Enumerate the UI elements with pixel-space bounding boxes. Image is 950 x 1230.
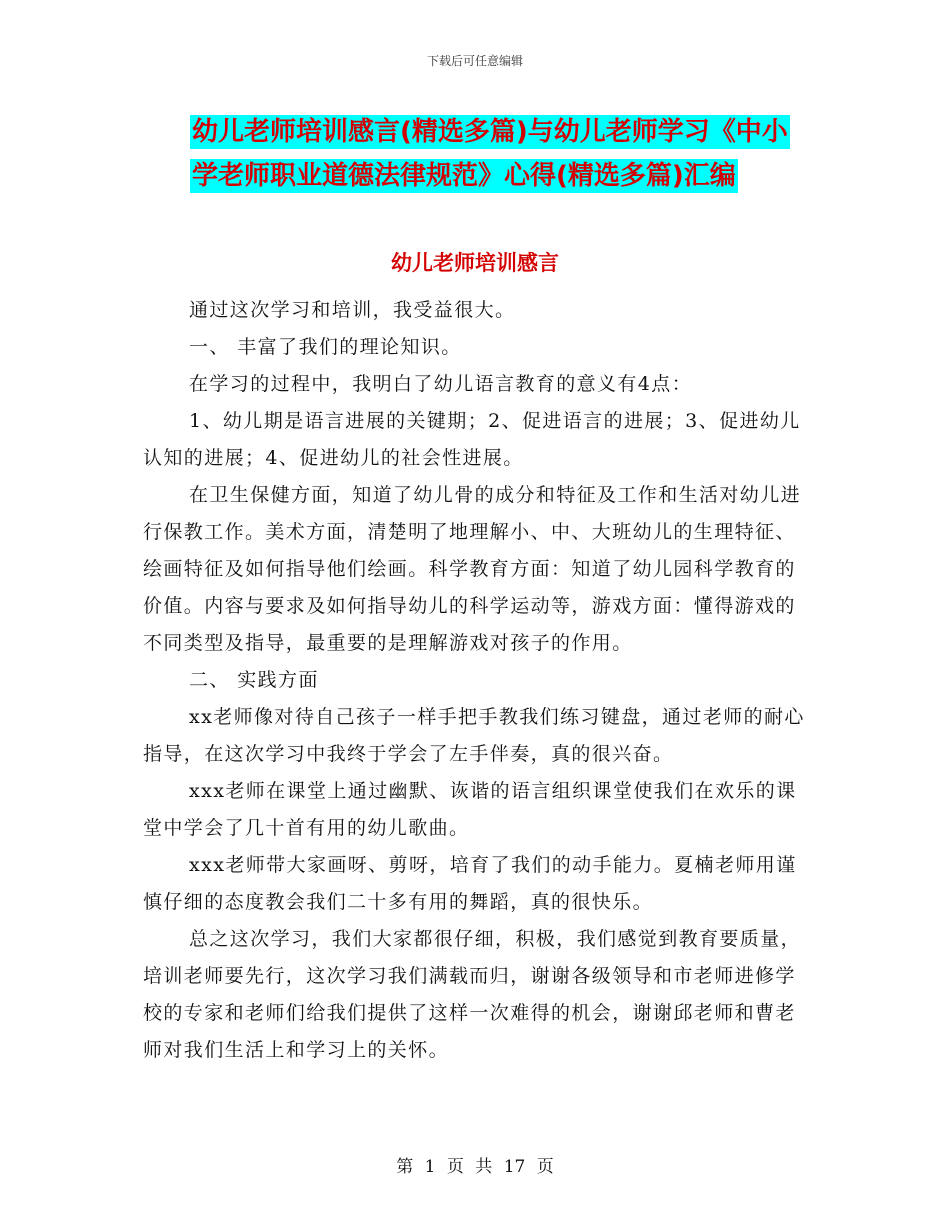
paragraph: xxx老师在课堂上通过幽默、诙谐的语言组织课堂使我们在欢乐的课堂中学会了几十首有用的幼儿歌曲。 (143, 780, 797, 839)
paragraph: 在学习的过程中，我明白了幼儿语言教育的意义有4点： (189, 373, 693, 395)
paragraph: 总之这次学习，我们大家都很仔细，积极，我们感觉到教育要质量，培训老师要先行，这次学习我们满载而归，谢谢各级领导和市老师进修学校的专家和老师们给我们提供了这样一次难得的机会，谢谢邱老师和曹老师对我们生活上和学习上的关怀。 (143, 928, 802, 1061)
paragraph: xxx老师带大家画呀、剪呀，培育了我们的动手能力。夏楠老师用谨慎仔细的态度教会我们二十多有用的舞蹈，真的很快乐。 (143, 854, 797, 913)
document-body (143, 292, 811, 1069)
document-title (190, 110, 810, 198)
header-note: 下载后可任意编辑 (426, 54, 523, 68)
section-heading: 幼儿老师培训感言 (391, 251, 559, 275)
paragraph: 在卫生保健方面，知道了幼儿骨的成分和特征及工作和生活对幼儿进行保教工作。美术方面，清楚明了地理解小、中、大班幼儿的生理特征、绘画特征及如何指导他们绘画。科学教育方面：知道了幼儿园科学教育的价值。内容与要求及如何指导幼儿的科学运动等，游戏方面：懂得游戏的不同类型及指导，最重要的是理解游戏对孩子的作用。 (143, 484, 802, 654)
paragraph: xx老师像对待自己孩子一样手把手教我们练习键盘，通过老师的耐心指导，在这次学习中我终于学会了左手伴奏，真的很兴奋。 (143, 706, 805, 765)
paragraph: 二、 实践方面 (189, 669, 319, 691)
paragraph: 通过这次学习和培训，我受益很大。 (189, 299, 516, 321)
document-title-text: 幼儿老师培训感言(精选多篇)与幼儿老师学习《中小学老师职业道德法律规范》心得(精选多篇)汇编 (192, 117, 788, 191)
page-footer: 第 1 页 共 17 页 (396, 1157, 554, 1177)
paragraph: 一、 丰富了我们的理论知识。 (189, 336, 462, 358)
paragraph: 1、幼儿期是语言进展的关键期；2、促进语言的进展；3、促进幼儿认知的进展；4、促进幼儿的社会性进展。 (143, 410, 801, 469)
